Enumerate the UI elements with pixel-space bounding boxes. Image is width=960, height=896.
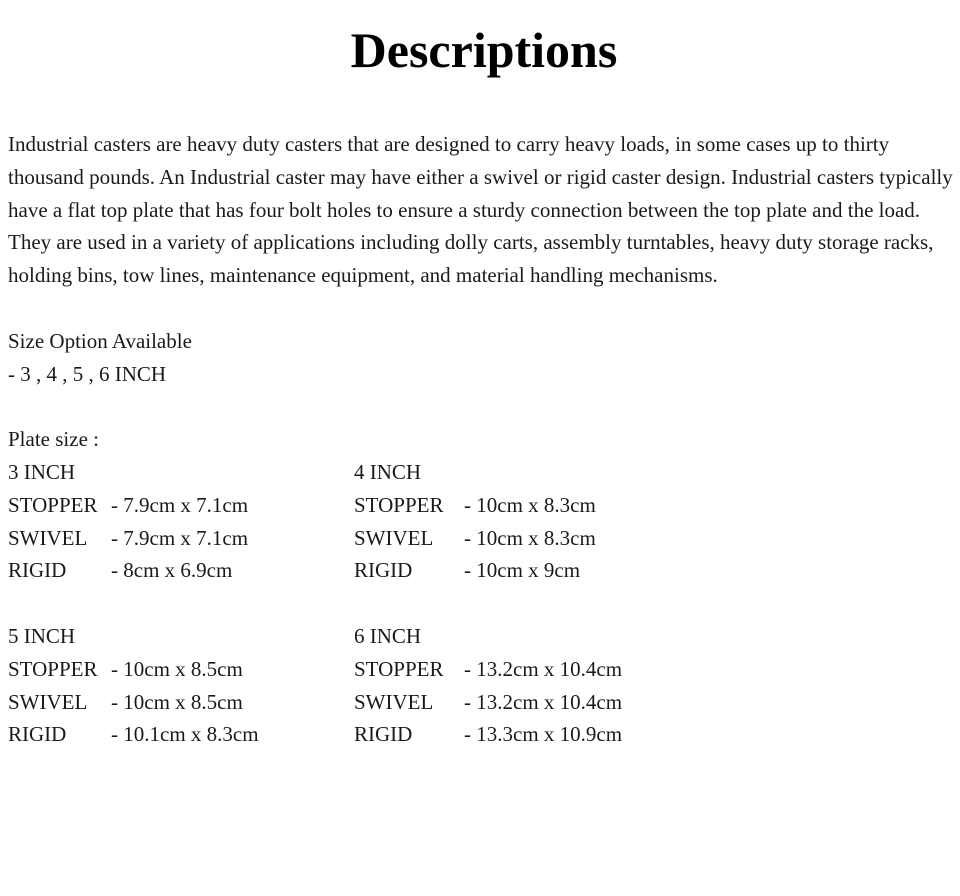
size-label: 6 INCH (354, 623, 422, 648)
plate-row (8, 489, 953, 522)
caster-type: SWIVEL (354, 689, 434, 714)
plate-dimensions: - 8cm x 6.9cm (111, 558, 233, 583)
plate-dimensions: - 13.2cm x 10.4cm (464, 689, 623, 714)
plate-row (8, 686, 953, 719)
caster-type: STOPPER (8, 656, 98, 681)
plate-dimensions: - 10cm x 8.3cm (464, 525, 596, 550)
plate-dimensions: - 7.9cm x 7.1cm (111, 525, 249, 550)
caster-type: SWIVEL (8, 689, 88, 714)
spacer (8, 587, 953, 620)
size-label: 4 INCH (354, 459, 422, 484)
size-label: 3 INCH (8, 459, 76, 484)
caster-type: SWIVEL (8, 525, 88, 550)
caster-type: RIGID (354, 722, 413, 747)
size-header-row (8, 456, 953, 489)
plate-size-heading: Plate size : (8, 427, 99, 452)
plate-row (8, 554, 953, 587)
plate-row (8, 653, 953, 686)
size-header-row (8, 620, 953, 653)
plate-dimensions: - 10cm x 9cm (464, 558, 581, 583)
plate-dimensions: - 10cm x 8.3cm (464, 492, 596, 517)
spacer (8, 292, 953, 325)
plate-dimensions: - 10.1cm x 8.3cm (111, 722, 259, 747)
size-label: 5 INCH (8, 623, 76, 648)
caster-type: STOPPER (354, 492, 444, 517)
description-content (8, 128, 953, 751)
plate-dimensions: - 13.2cm x 10.4cm (464, 656, 623, 681)
spacer (8, 390, 953, 423)
description-paragraph: Industrial casters are heavy duty casters that are designed to carry heavy loads, in some cases up to thirty thousand pounds. An Industrial caster may have either a swivel or rigid caster design. Industrial casters typically have a flat top plate that has four bolt holes to ensure a sturdy connection between the top plate and the load. They are used in a variety of applications including dolly carts, assembly turntables, heavy duty storage racks, holding bins, tow lines, maintenance equipment, and material handling mechanisms. (8, 132, 953, 288)
plate-dimensions: - 10cm x 8.5cm (111, 656, 243, 681)
caster-type: STOPPER (354, 656, 444, 681)
plate-row (8, 718, 953, 751)
caster-type: RIGID (354, 558, 413, 583)
caster-type: SWIVEL (354, 525, 434, 550)
size-options-values: - 3 , 4 , 5 , 6 INCH (8, 361, 167, 386)
size-options-heading: Size Option Available (8, 328, 192, 353)
caster-type: RIGID (8, 722, 67, 747)
plate-dimensions: - 7.9cm x 7.1cm (111, 492, 249, 517)
plate-dimensions: - 13.3cm x 10.9cm (464, 722, 623, 747)
page-title: Descriptions (350, 22, 618, 78)
caster-type: STOPPER (8, 492, 98, 517)
caster-type: RIGID (8, 558, 67, 583)
plate-dimensions: - 10cm x 8.5cm (111, 689, 243, 714)
plate-row (8, 522, 953, 555)
